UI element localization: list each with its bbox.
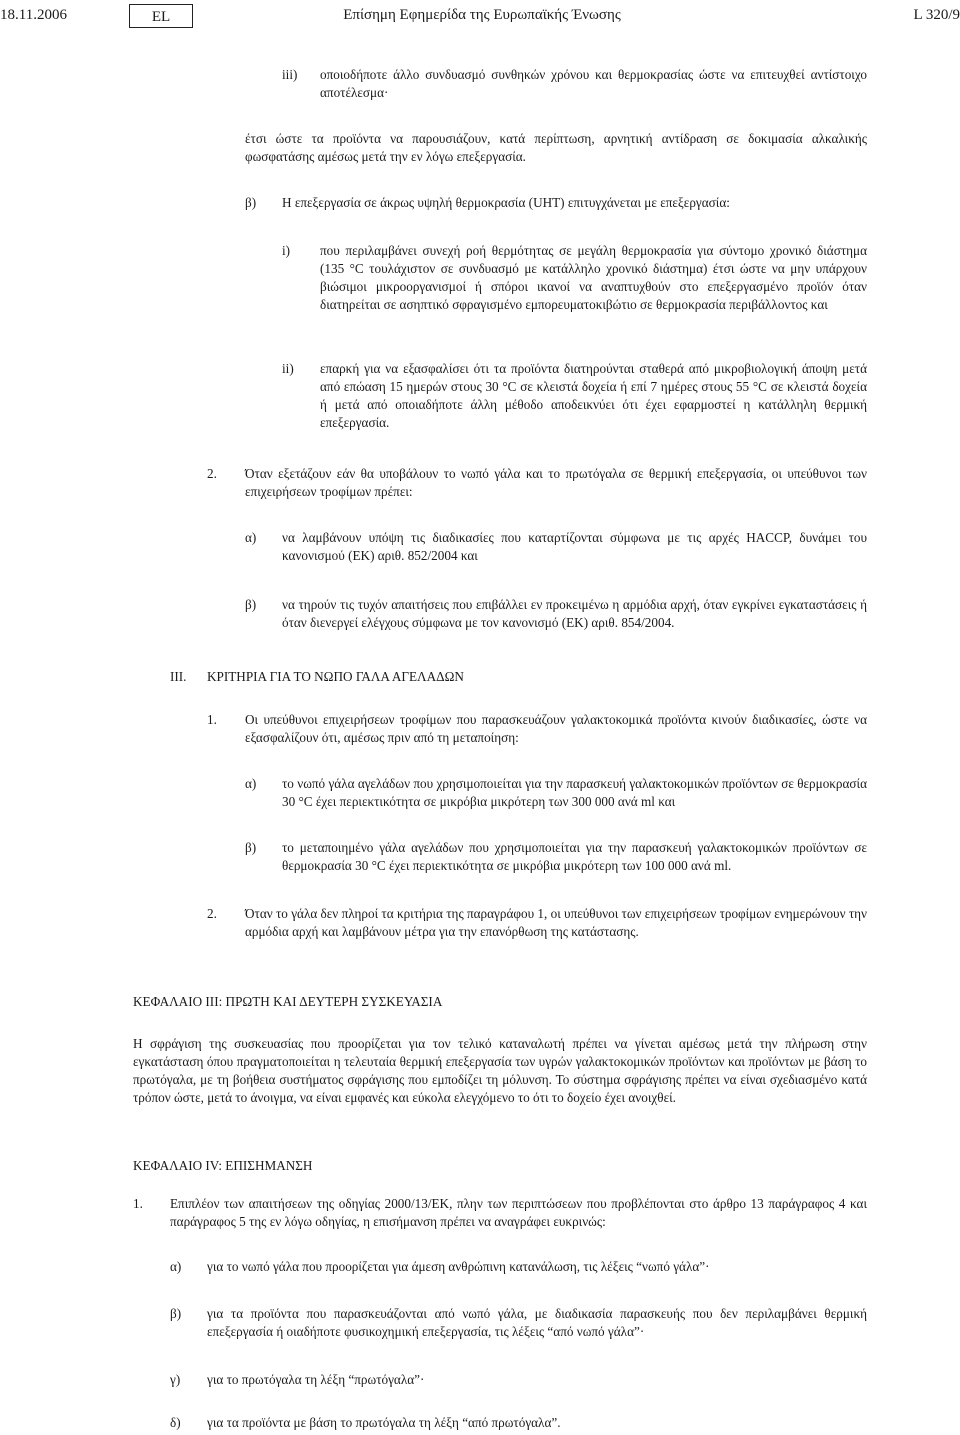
item-text-III-a: το νωπό γάλα αγελάδων που χρησιμοποιείται για την παρασκευή γαλακτοκομικών προϊόντων σε θερμοκρασία 30 °C έχει περιεκτικότητα σε μικρόβια μικρότερη των 300 000 ανά ml και	[282, 776, 867, 809]
item-label-III-b: β)	[245, 840, 257, 855]
item-text-IV-d: για τα προϊόντα με βάση το πρωτόγαλα τη λέξη “από πρωτόγαλα”.	[207, 1415, 561, 1430]
item-label-IV-a: α)	[170, 1259, 182, 1274]
section-III-para-1-text: Οι υπεύθυνοι επιχειρήσεων τροφίμων που παρασκευάζουν γαλακτοκομικά προϊόντα κινούν διαδικασίες, ώστε να εξασφαλίζουν ότι, αμέσως πριν από τη μεταποίηση:	[245, 712, 867, 745]
item-label-2a: α)	[245, 530, 257, 545]
journal-title: Επίσημη Εφημερίδα της Ευρωπαϊκής Ένωσης	[343, 7, 621, 23]
language-code-box: EL	[129, 4, 193, 28]
paragraph-2-text: Όταν εξετάζουν εάν θα υποβάλουν το νωπό γάλα και το πρωτόγαλα σε θερμική επεξεργασία, οι υπεύθυνοι των επιχειρήσεων τροφίμων πρέπει:	[245, 466, 867, 499]
item-label-2b: β)	[245, 597, 257, 612]
item-text-i: που περιλαμβάνει συνεχή ροή θερμότητας σε μεγάλη θερμοκρασία για σύντομο χρονικό διάστημα (135 °C τουλάχιστον σε συνδυασμό με κατάλληλο χρονικό διάστημα) έτσι ώστε να μην υπάρχουν βιώσιμοι μικροοργανισμοί ή σπόροι ικανοί να αναπτυχθούν στο επεξεργασμένο προϊόν όταν διατηρείται σε ασηπτικό σφραγισμένο εμπορευματοκιβώτιο σε θερμοκρασία περιβάλλοντος και	[320, 243, 867, 312]
chapter-III-paragraph: Η σφράγιση της συσκευασίας που προορίζεται για τον τελικό καταναλωτή πρέπει να γίνεται αμέσως μετά την πλήρωση στην εγκατάσταση όπου πραγματοποιείται η τελευταία θερμική επεξεργασία των υγρών γαλακτοκομικών προϊόντων και προϊόντων με βάση το πρωτόγαλα, με τη βοήθεια συστήματος σφράγισης που εμποδίζει τη μόλυνση. Το σύστημα σφράγισης πρέπει να είναι σχεδιασμένο κατά τρόπον ώστε, μετά το άνοιγμα, να είναι εμφανές και εύκολα ελεγχόμενο το ότι το δοχείο έχει ανοιχθεί.	[133, 1036, 867, 1105]
chapter-IV-para-1-text: Επιπλέον των απαιτήσεων της οδηγίας 2000/13/ΕΚ, πλην των περιπτώσεων που προβλέπονται στο άρθρο 13 παράγραφος 4 και παράγραφος 5 της εν λόγω οδηγίας, η επισήμανση πρέπει να αναγράφει ευκρινώς:	[170, 1196, 867, 1229]
section-III-number: III.	[170, 669, 187, 684]
item-text-iii: οποιοδήποτε άλλο συνδυασμό συνθηκών χρόνου και θερμοκρασίας ώστε να επιτευχθεί αντίστοιχο αποτέλεσμα·	[320, 67, 867, 100]
result-paragraph: έτσι ώστε τα προϊόντα να παρουσιάζουν, κατά περίπτωση, αρνητική αντίδραση σε δοκιμασία αλκαλικής φωσφατάσης αμέσως μετά την εν λόγω επεξεργασία.	[245, 131, 867, 164]
item-label-iii: iii)	[282, 67, 298, 82]
chapter-III-heading: ΚΕΦΑΛΑΙΟ III: ΠΡΩΤΗ ΚΑΙ ΔΕΥΤΕΡΗ ΣΥΣΚΕΥΑΣΙΑ	[133, 994, 443, 1009]
publication-date: 18.11.2006	[0, 7, 67, 23]
item-label-ii: ii)	[282, 361, 294, 376]
chapter-IV-para-1-number: 1.	[133, 1196, 143, 1211]
item-label-III-a: α)	[245, 776, 257, 791]
page-number: L 320/9	[913, 7, 960, 23]
item-text-IV-b: για τα προϊόντα που παρασκευάζονται από νωπό γάλα, με διαδικασία παρασκευής που δεν περιλαμβάνει θερμική επεξεργασία ή οιαδήποτε φυσικοχημική επεξεργασία, τις λέξεις “από νωπό γάλα”·	[207, 1306, 867, 1339]
item-text-beta: Η επεξεργασία σε άκρως υψηλή θερμοκρασία (UHT) επιτυγχάνεται με επεξεργασία:	[282, 195, 730, 210]
item-label-beta: β)	[245, 195, 257, 210]
chapter-IV-heading: ΚΕΦΑΛΑΙΟ IV: ΕΠΙΣΗΜΑΝΣΗ	[133, 1158, 313, 1173]
item-label-IV-d: δ)	[170, 1415, 181, 1430]
item-text-IV-c: για το πρωτόγαλα τη λέξη “πρωτόγαλα”·	[207, 1372, 425, 1387]
item-text-ii: επαρκή για να εξασφαλίσει ότι τα προϊόντα διατηρούνται σταθερά από μικροβιολογική άποψη μετά από επώαση 15 ημερών στους 30 °C σε κλειστά δοχεία ή επί 7 ημέρες στους 55 °C σε κλειστά δοχεία ή μετά από οποιαδήποτε άλλη μέθοδο αποδεικνύει ότι έχει εφαρμοστεί η κατάλληλη θερμική επεξεργασία.	[320, 361, 867, 430]
paragraph-2-number: 2.	[207, 466, 217, 481]
section-III-para-2-number: 2.	[207, 906, 217, 921]
section-III-para-1-number: 1.	[207, 712, 217, 727]
item-text-IV-a: για το νωπό γάλα που προορίζεται για άμεση ανθρώπινη κατανάλωση, τις λέξεις “νωπό γάλα”·	[207, 1259, 710, 1274]
item-text-2a: να λαμβάνουν υπόψη τις διαδικασίες που καταρτίζονται σύμφωνα με τις αρχές HACCP, δυνάμει του κανονισμού (ΕΚ) αριθ. 852/2004 και	[282, 530, 867, 563]
item-text-2b: να τηρούν τις τυχόν απαιτήσεις που επιβάλλει εν προκειμένω η αρμόδια αρχή, όταν εγκρίνει εγκαταστάσεις ή όταν διενεργεί ελέγχους σύμφωνα με τον κανονισμό (ΕΚ) αριθ. 854/2004.	[282, 597, 867, 630]
item-text-III-b: το μεταποιημένο γάλα αγελάδων που χρησιμοποιείται για την παρασκευή γαλακτοκομικών προϊόντων σε θερμοκρασία 30 °C έχει περιεκτικότητα σε μικρόβια μικρότερη των 100 000 ανά ml.	[282, 840, 867, 873]
section-III-heading: ΚΡΙΤΗΡΙΑ ΓΙΑ ΤΟ ΝΩΠΟ ΓΑΛΑ ΑΓΕΛΑΔΩΝ	[207, 669, 464, 684]
item-label-i: i)	[282, 243, 291, 258]
item-label-IV-b: β)	[170, 1306, 182, 1321]
page-header	[0, 4, 960, 30]
item-label-IV-c: γ)	[170, 1372, 181, 1387]
section-III-para-2-text: Όταν το γάλα δεν πληροί τα κριτήρια της παραγράφου 1, οι υπεύθυνοι των επιχειρήσεων τροφίμων ενημερώνουν την αρμόδια αρχή και λαμβάνουν μέτρα για την επανόρθωση της κατάστασης.	[245, 906, 867, 939]
